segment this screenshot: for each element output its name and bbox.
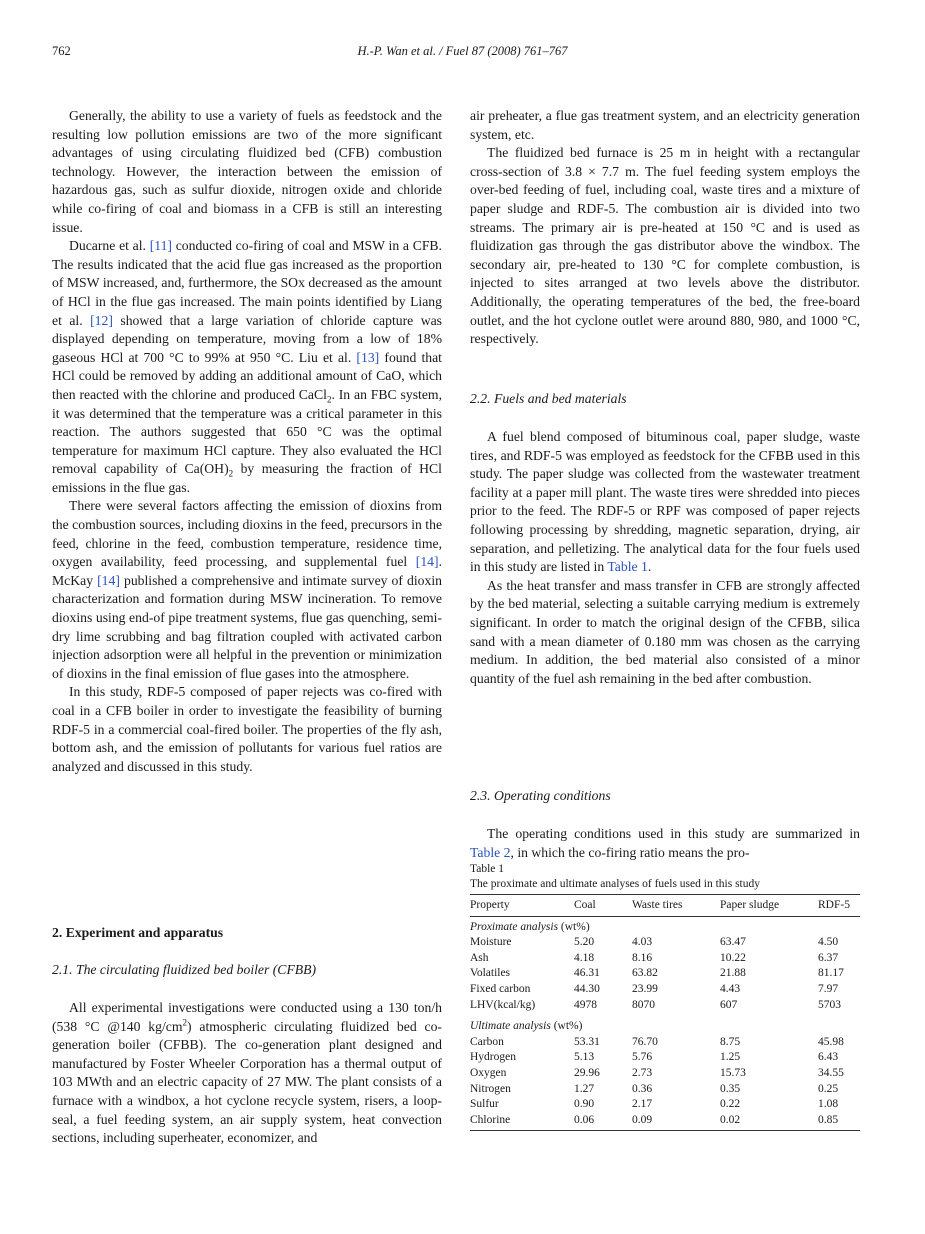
property-cell: Ash bbox=[470, 951, 489, 964]
table-row bbox=[470, 935, 860, 951]
table-row bbox=[470, 1113, 860, 1131]
text-run: Ducarne et al. bbox=[69, 238, 150, 254]
reference-link[interactable]: Table 1 bbox=[607, 559, 648, 575]
group-unit: (wt%) bbox=[558, 920, 590, 933]
table-cell: 8070 bbox=[632, 998, 655, 1011]
table-cell: 44.30 bbox=[574, 982, 600, 995]
group-unit: (wt%) bbox=[550, 1020, 583, 1033]
right-column-intro bbox=[470, 107, 860, 349]
table-cell: 0.02 bbox=[720, 1113, 818, 1131]
table-cell: 10.22 bbox=[720, 951, 746, 964]
table-row bbox=[470, 1035, 860, 1051]
table-cell: 5.20 bbox=[574, 936, 595, 949]
property-cell: Moisture bbox=[470, 936, 512, 949]
column-header: RDF-5 bbox=[818, 895, 860, 917]
table-cell: 8.16 bbox=[632, 951, 653, 964]
table-row bbox=[470, 951, 860, 967]
text-run: 2 bbox=[326, 394, 332, 405]
column-header: Property bbox=[470, 895, 574, 917]
right-column-2-2-text bbox=[470, 428, 860, 688]
table-caption: The proximate and ultimate analyses of fuels used in this study bbox=[470, 878, 760, 890]
paragraph bbox=[52, 683, 442, 776]
table-cell: 0.35 bbox=[720, 1082, 741, 1095]
group-row bbox=[470, 1013, 860, 1035]
table-cell: 63.82 bbox=[632, 967, 658, 980]
text-run: showed that a large variation of chloride capture was displayed depending on temperature, moving from a low of 18% gaseous HCl at 700 °C to 99% at 950 °C. Liu et al. bbox=[52, 312, 442, 365]
text-run: Generally, the ability to use a variety of fuels as feedstock and the resulting low pollution emissions are two of the more significant advantages of using circulating fluidized bed (CFB) combustion technology. However, the interaction between the emission of hazardous gas, such as sulfur dioxide, nitrogen oxide and chloride while co-firing of coal and biomass in a CFB is still an interesting issue. bbox=[52, 108, 442, 235]
table-cell: 21.88 bbox=[720, 967, 746, 980]
table-cell: 6.43 bbox=[818, 1051, 839, 1064]
text-run: found that HCl could be removed by adding an additional amount of CaO, which then reacted with the chlorine and produced CaCl bbox=[52, 349, 442, 402]
paragraph bbox=[52, 999, 442, 1148]
left-column-intro bbox=[52, 107, 442, 776]
table-row bbox=[470, 966, 860, 982]
table-header-row bbox=[470, 895, 860, 917]
right-column-2-3-text bbox=[470, 825, 860, 862]
property-cell: Chlorine bbox=[470, 1113, 574, 1131]
column-header: Waste tires bbox=[632, 895, 720, 917]
property-cell: Sulfur bbox=[470, 1098, 499, 1111]
group-name: Proximate analysis bbox=[470, 920, 559, 933]
table-cell: 15.73 bbox=[720, 1066, 746, 1079]
table-cell: 45.98 bbox=[818, 1035, 844, 1048]
reference-link[interactable]: [13] bbox=[356, 349, 380, 365]
text-run: conducted co-firing of coal and MSW in a CFB. The results indicated that the acid flue gas increased as the proportion of MSW increased, and, furthermore, the SOx decreased as the amount of HCl in the flue gas increased. The main points identified by Liang et al. bbox=[52, 238, 442, 328]
table-cell: 4.18 bbox=[574, 951, 595, 964]
table-cell: 46.31 bbox=[574, 967, 600, 980]
table-cell: 0.06 bbox=[574, 1113, 632, 1131]
property-cell: LHV(kcal/kg) bbox=[470, 998, 536, 1011]
reference-link[interactable]: Table 2 bbox=[470, 844, 511, 860]
text-run: , in which the co-firing ratio means the pro- bbox=[510, 844, 750, 860]
subsection-heading-2-2: 2.2. Fuels and bed materials bbox=[470, 391, 627, 406]
paragraph bbox=[52, 237, 442, 497]
left-column-2-1-text bbox=[52, 999, 442, 1148]
property-cell: Carbon bbox=[470, 1035, 504, 1048]
table-cell: 6.37 bbox=[818, 951, 839, 964]
text-run: A fuel blend composed of bituminous coal, paper sludge, waste tires, and RDF-5 was employed as feedstock for the CFBB used in this study. The paper sludge was collected from the wastewater treatment facility at a paper mill plant. The waste tires were shredded into pieces prior to the feed. The RDF-5 or RPF was composed of paper rejects following processing by shredding, magnetic separation, drying, air separation, and pelletizing. The analytical data for the four fuels used in this study are listed in bbox=[470, 429, 860, 575]
fuel-analysis-table bbox=[470, 894, 860, 1131]
text-run: published a comprehensive and intimate survey of dioxin characterization and formation during MSW incineration. To remove dioxins using end-of pipe treatment systems, flue gas quenching, semi-dry lime scrubbing and bag filtration coupled with activated carbon injection adsorption were all helpful in the prevention or minimization of dioxins in the final emission of flue gases into the atmosphere. bbox=[52, 572, 442, 681]
table-cell: 81.17 bbox=[818, 967, 844, 980]
text-run: 2 bbox=[228, 469, 234, 480]
text-run: All experimental investigations were conducted using a 130 ton/h (538 °C @140 kg/cm bbox=[52, 1000, 442, 1034]
text-run: . McKay bbox=[52, 554, 442, 588]
text-run: . bbox=[647, 559, 652, 575]
reference-link[interactable]: [14] bbox=[415, 554, 439, 570]
page-number: 762 bbox=[52, 44, 71, 58]
table-cell: 7.97 bbox=[818, 982, 839, 995]
table-cell: 2.73 bbox=[632, 1066, 653, 1079]
text-run: The operating conditions used in this study are summarized in bbox=[487, 826, 860, 841]
table-cell: 76.70 bbox=[632, 1035, 658, 1048]
table-label: Table 1 bbox=[470, 863, 505, 875]
paragraph bbox=[52, 107, 442, 237]
reference-link[interactable]: [14] bbox=[97, 572, 120, 588]
column-header: Coal bbox=[574, 895, 632, 917]
text-run: As the heat transfer and mass transfer in CFB are strongly affected by the bed material, selecting a suitable carrying medium is extremely significant. In order to match the original design of the CFBB, silica sand with a mean diameter of 0.180 mm was chosen as the carrying medium. In addition, the bed material also consisted of a minor quantity of the fuel ash remaining in the bed after combustion. bbox=[470, 577, 860, 686]
paragraph bbox=[470, 428, 860, 577]
table-cell: 1.27 bbox=[574, 1082, 595, 1095]
table-cell: 1.08 bbox=[818, 1098, 839, 1111]
property-cell: Oxygen bbox=[470, 1066, 507, 1079]
table-cell: 0.85 bbox=[818, 1113, 860, 1131]
table-cell: 1.25 bbox=[720, 1051, 741, 1064]
table-row bbox=[470, 1097, 860, 1113]
reference-link[interactable]: [11] bbox=[149, 238, 172, 254]
text-run: There were several factors affecting the emission of dioxins from the combustion sources, including dioxins in the feed, precursors in the feed, chlorine in the feed, combustion temperature, residence time, oxygen availability, feed processing, and supplemental fuel bbox=[52, 498, 443, 570]
table-cell: 53.31 bbox=[574, 1035, 600, 1048]
section-heading: 2. Experiment and apparatus bbox=[52, 925, 224, 940]
text-run: by measuring the fraction of HCl emissions in the flue gas. bbox=[52, 461, 442, 495]
group-row bbox=[470, 916, 860, 935]
table-cell: 34.55 bbox=[818, 1066, 844, 1079]
table-cell: 0.22 bbox=[720, 1098, 741, 1111]
table-cell: 0.90 bbox=[574, 1098, 595, 1111]
table-cell: 4978 bbox=[574, 998, 597, 1011]
column-header: Paper sludge bbox=[720, 895, 818, 917]
table-cell: 4.03 bbox=[632, 936, 653, 949]
property-cell: Hydrogen bbox=[470, 1051, 516, 1064]
table-row bbox=[470, 1066, 860, 1082]
table-cell: 607 bbox=[720, 998, 738, 1011]
table-cell: 63.47 bbox=[720, 936, 746, 949]
table-cell: 5703 bbox=[818, 998, 841, 1011]
text-run: 2 bbox=[182, 1017, 188, 1028]
table-row bbox=[470, 1082, 860, 1098]
table-row bbox=[470, 982, 860, 998]
table-cell: 0.09 bbox=[632, 1113, 720, 1131]
table-cell: 2.17 bbox=[632, 1098, 653, 1111]
table-cell: 5.76 bbox=[632, 1051, 653, 1064]
table-cell: 5.13 bbox=[574, 1051, 595, 1064]
paragraph bbox=[52, 497, 442, 683]
property-cell: Nitrogen bbox=[470, 1082, 511, 1095]
table-cell: 4.43 bbox=[720, 982, 741, 995]
group-name: Ultimate analysis bbox=[470, 1020, 551, 1033]
table-cell: 8.75 bbox=[720, 1035, 741, 1048]
property-cell: Fixed carbon bbox=[470, 982, 531, 995]
table-cell: 0.25 bbox=[818, 1082, 839, 1095]
text-run: In this study, RDF-5 composed of paper rejects was co-fired with coal in a CFB boiler in order to investigate the feasibility of burning RDF-5 in a commercial coal-fired boiler. The properties of the fly ash, bottom ash, and the emission of pollutants for various fuel ratios are analyzed and discussed in this study. bbox=[52, 684, 442, 774]
table-row bbox=[470, 1050, 860, 1066]
subsection-heading-2-3: 2.3. Operating conditions bbox=[470, 788, 611, 803]
text-run: air preheater, a flue gas treatment system, and an electricity generation system, etc. bbox=[470, 108, 860, 142]
table-1 bbox=[470, 862, 860, 1131]
property-cell: Volatiles bbox=[470, 967, 511, 980]
text-run: The fluidized bed furnace is 25 m in height with a rectangular cross-section of 3.8 × 7.7 m. The fuel feeding system employs the over-bed feeding of fuel, including coal, waste tires and a mixture of paper sludge and RDF-5. The combustion air is divided into two streams. The primary air is pre-heated at 150 °C and is used as fluidization gas through the gas distributor above the windbox. The secondary air, pre-heated to 130 °C for complete combustion, is injected to sites arranged at two levels above the distributor. Additionally, the operating temperatures of the bed, the free-board outlet, and the hot cyclone outlet were around 880, 980, and 1000 °C, respectively. bbox=[470, 145, 860, 347]
reference-link[interactable]: [12] bbox=[90, 312, 113, 328]
paragraph bbox=[470, 825, 860, 862]
text-run: . In an FBC system, it was determined that the temperature was a critical parameter in this reaction. The authors suggested that 650 °C was the optimal temperature for maximum HCl capture. They also evaluated the HCl removal capability of Ca(OH) bbox=[52, 386, 442, 477]
paragraph bbox=[470, 144, 860, 349]
table-row bbox=[470, 998, 860, 1014]
subsection-heading-2-1: 2.1. The circulating fluidized bed boiler (CFBB) bbox=[52, 962, 317, 977]
table-cell: 23.99 bbox=[632, 982, 658, 995]
table-cell: 0.36 bbox=[632, 1082, 653, 1095]
text-run: ) atmospheric circulating fluidized bed co-generation boiler (CFBB). The co-generation plant designed and manufactured by Foster Wheeler Corporation has a thermal output of 103 MWth and an electric capacity of 27 MW. The plant consists of a furnace with a windbox, a hot cyclone recycle system, risers, a loop-seal, a fuel feeding system, an air supply system, heat convection sections, including superheater, economizer, and bbox=[52, 1018, 442, 1146]
table-cell: 29.96 bbox=[574, 1066, 600, 1079]
paragraph bbox=[470, 577, 860, 689]
table-cell: 4.50 bbox=[818, 936, 839, 949]
running-title: H.-P. Wan et al. / Fuel 87 (2008) 761–767 bbox=[357, 44, 568, 58]
paragraph bbox=[470, 107, 860, 144]
